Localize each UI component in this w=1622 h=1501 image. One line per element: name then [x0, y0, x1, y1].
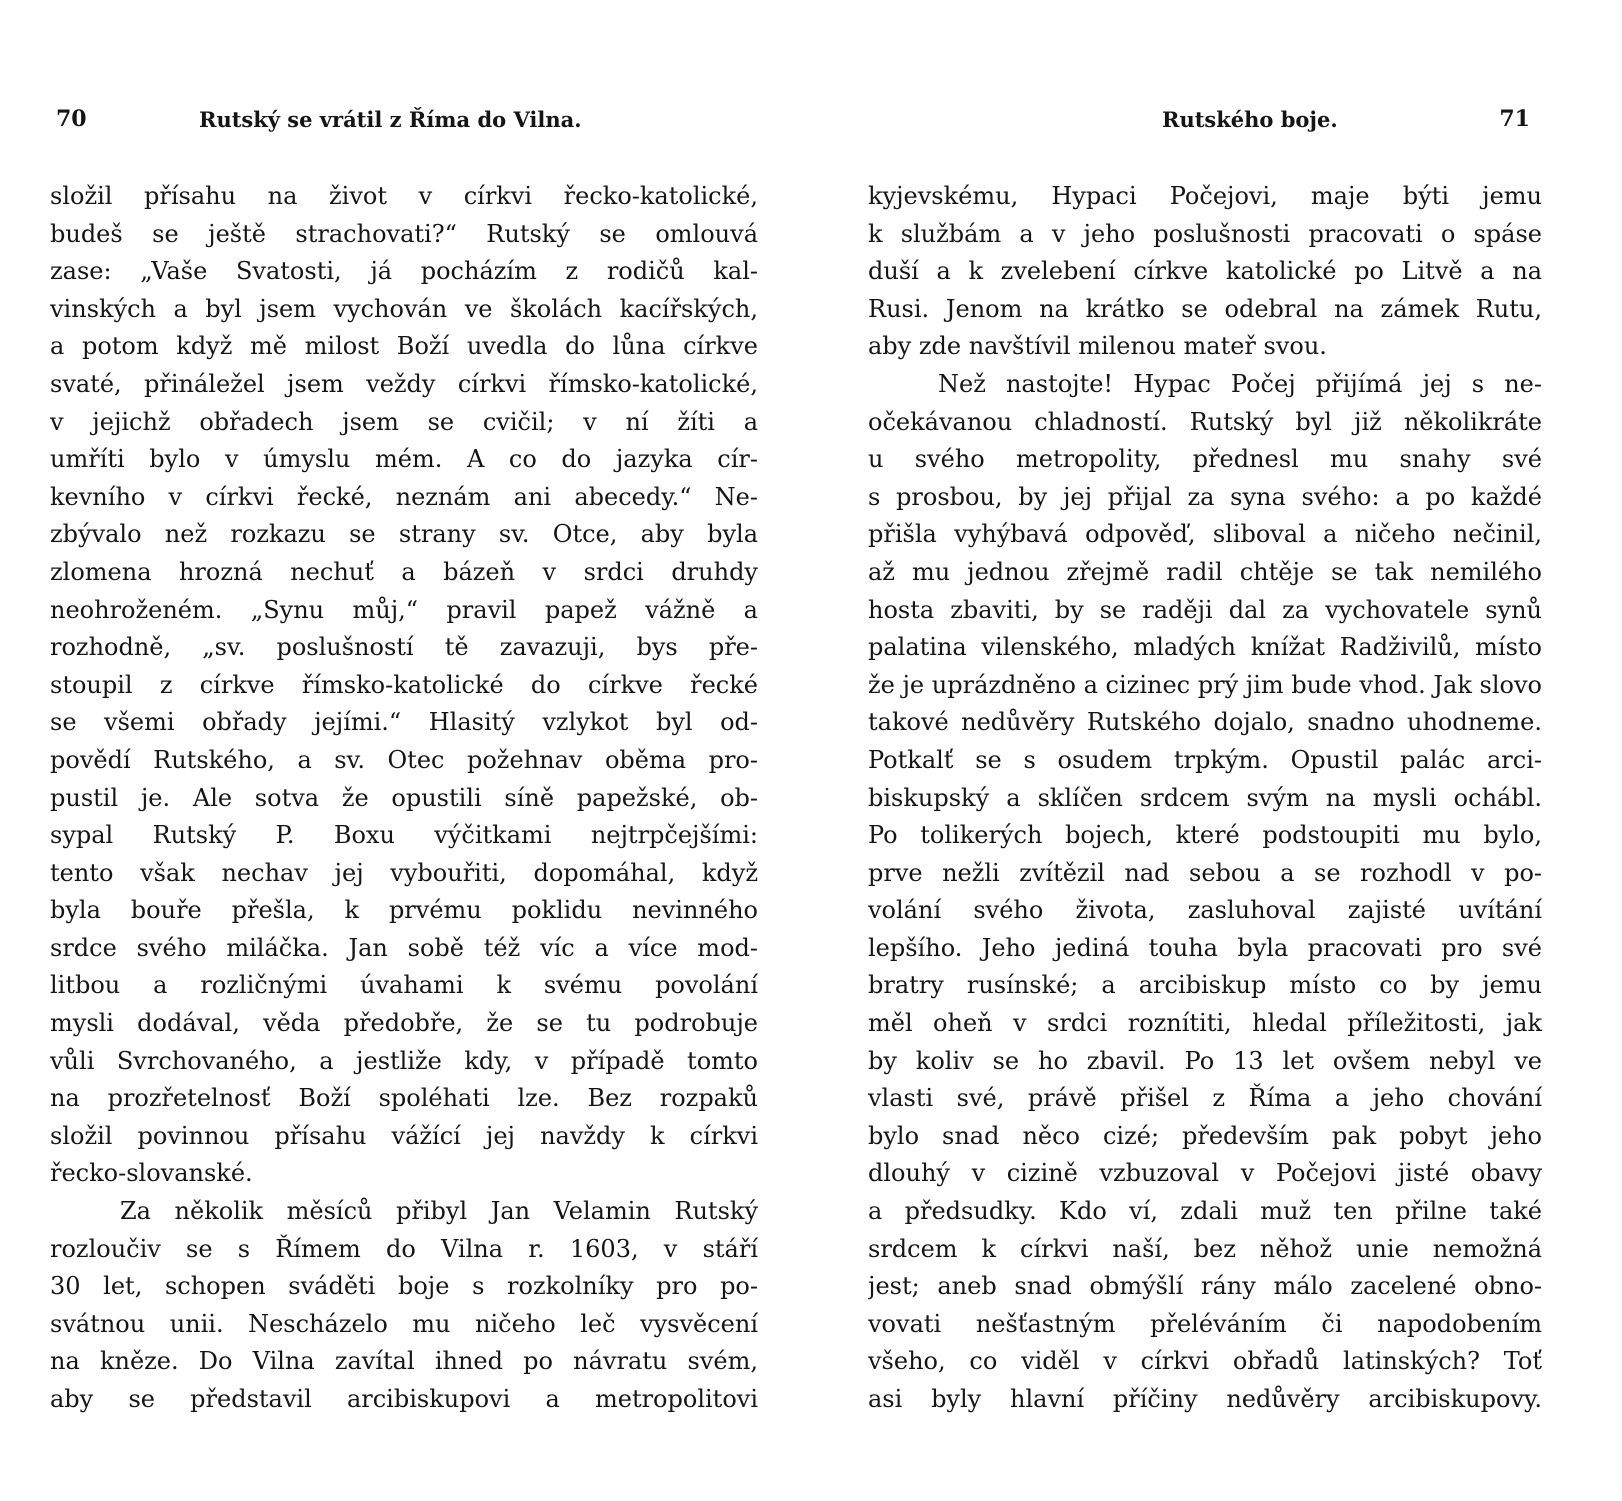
text-line: 30 let, schopen sváděti boje s rozkolníky pro po-: [50, 1272, 758, 1301]
text-line: byla bouře přešla, k prvému poklidu nevinného: [50, 896, 758, 925]
text-line: volání svého života, zasluhoval zajisté uvítání: [868, 896, 1542, 925]
text-line: mysli dodával, věda předobře, že se tu podrobuje: [50, 1009, 758, 1038]
running-head: [868, 106, 1580, 140]
text-line: zase: „Vaše Svatosti, já pocházím z rodičů kal-: [50, 257, 758, 286]
text-line: očekávanou chladností. Rutský byl již několikráte: [868, 407, 1542, 436]
text-line: svátnou unii. Nescházelo mu ničeho leč vysvěcení: [50, 1309, 758, 1338]
text-line: Po tolikerých bojech, které podstoupiti mu bylo,: [868, 821, 1542, 850]
text-line: zlomena hrozná nechuť a bázeň v srdci druhdy: [50, 557, 758, 586]
text-line: složil povinnou přísahu vážící jej navždy k církvi: [50, 1121, 758, 1150]
page-body-text: [868, 178, 1542, 1419]
text-line: rozhodně, „sv. poslušností tě zavazuji, bys pře-: [50, 633, 758, 662]
text-line: bylo snad něco cizé; především pak pobyt jeho: [868, 1121, 1542, 1150]
text-line: by koliv se ho zbavil. Po 13 let ovšem nebyl ve: [868, 1046, 1542, 1075]
text-line: asi byly hlavní příčiny nedůvěry arcibiskupovy.: [868, 1385, 1542, 1413]
running-head: [50, 106, 762, 140]
text-line: biskupský a sklíčen srdcem svým na mysli ochábl.: [868, 783, 1542, 812]
text-line: jest; aneb snad obmýšlí rány málo zacelené obno-: [868, 1272, 1542, 1301]
text-line: svaté, přináležel jsem veždy církvi římsko-katolické,: [50, 369, 758, 398]
text-line: stoupil z církve římsko-katolické do církve řecké: [50, 670, 758, 699]
text-line: takové nedůvěry Rutského dojalo, snadno uhodneme.: [868, 708, 1542, 737]
text-line: řecko-slovanské.: [50, 1159, 253, 1188]
text-line: a potom když mě milost Boží uvedla do lůna církve: [50, 332, 758, 361]
text-line: pustil je. Ale sotva že opustili síně papežské, ob-: [50, 783, 758, 812]
text-line: u svého metropolity, přednesl mu snahy své: [868, 445, 1542, 474]
text-line: sypal Rutský P. Boxu výčitkami nejtrpčejšími:: [50, 821, 758, 850]
text-line: Potkalť se s osudem trpkým. Opustil palác arci-: [868, 745, 1542, 774]
text-line: že je uprázdněno a cizinec prý jim bude vhod. Jak slovo: [868, 670, 1542, 699]
text-line: kyjevskému, Hypaci Počejovi, maje býti jemu: [868, 182, 1542, 210]
text-line: až mu jednou zřejmě radil chtěje se tak nemilého: [868, 557, 1542, 586]
text-line: přišla vyhýbavá odpověď, sliboval a ničeho nečinil,: [868, 520, 1542, 549]
text-line: duší a k zvelebení církve katolické po Litvě a na: [868, 257, 1542, 286]
text-line: všeho, co viděl v církvi obřadů latinských? Toť: [868, 1347, 1542, 1376]
text-line: Než nastojte! Hypac Počej přijímá jej s ne-: [938, 369, 1542, 398]
text-line: v jejichž obřadech jsem se cvičil; v ní žíti a: [50, 407, 758, 436]
text-line: k službám a v jeho poslušnosti pracovati o spáse: [868, 219, 1542, 248]
text-line: prve nežli zvítězil nad sebou a se rozhodl v po-: [868, 858, 1542, 887]
running-head-title: Rutského boje.: [1162, 107, 1338, 132]
text-line: vovati nešťastným přeléváním či napodobením: [868, 1309, 1542, 1338]
text-line: Rusi. Jenom na krátko se odebral na zámek Rutu,: [868, 294, 1542, 323]
text-line: litbou a rozličnými úvahami k svému povolání: [50, 971, 758, 1000]
page-body-text: [50, 178, 758, 1419]
running-head-title: Rutský se vrátil z Říma do Vilna.: [199, 107, 582, 132]
text-line: srdcem k církvi naší, bez něhož unie nemožná: [868, 1234, 1542, 1263]
text-line: měl oheň v srdci roznítiti, hledal příležitosti, jak: [868, 1009, 1542, 1038]
text-line: budeš se ještě strachovati?“ Rutský se omlouvá: [50, 219, 758, 248]
text-line: Za několik měsíců přibyl Jan Velamin Rutský: [120, 1197, 758, 1226]
text-line: a předsudky. Kdo ví, zdali muž ten přilne také: [868, 1197, 1542, 1226]
text-line: dlouhý v cizině vzbuzoval v Počejovi jisté obavy: [868, 1159, 1542, 1188]
text-line: umříti bylo v úmyslu mém. A co do jazyka cír-: [50, 445, 758, 474]
text-line: na prozřetelnosť Boží spoléhati lze. Bez rozpaků: [50, 1084, 758, 1113]
text-line: se všemi obřady jejími.“ Hlasitý vzlykot byl od-: [50, 708, 758, 737]
text-line: aby zde navštívil milenou mateř svou.: [868, 332, 1327, 361]
text-line: kevního v církvi řecké, neznám ani abecedy.“ Ne-: [50, 482, 758, 511]
right-page: [868, 0, 1580, 1501]
text-line: aby se představil arcibiskupovi a metropolitovi: [50, 1385, 758, 1413]
text-line: vůli Svrchovaného, a jestliže kdy, v případě tomto: [50, 1046, 758, 1075]
text-line: rozloučiv se s Římem do Vilna r. 1603, v stáří: [50, 1234, 758, 1263]
text-line: hosta zbaviti, by se raději dal za vychovatele synů: [868, 595, 1542, 624]
text-line: lepšího. Jeho jediná touha byla pracovati pro své: [868, 933, 1542, 962]
text-line: na kněze. Do Vilna zavítal ihned po návratu svém,: [50, 1347, 758, 1376]
text-line: srdce svého miláčka. Jan sobě též víc a více mod-: [50, 933, 758, 962]
text-line: složil přísahu na život v církvi řecko-katolické,: [50, 182, 758, 210]
text-line: vlasti své, právě přišel z Říma a jeho chování: [868, 1084, 1542, 1113]
text-line: s prosbou, by jej přijal za syna svého: a po každé: [868, 482, 1542, 511]
text-line: neohroženém. „Synu můj,“ pravil papež vážně a: [50, 595, 758, 624]
text-line: bratry rusínské; a arcibiskup místo co by jemu: [868, 971, 1542, 1000]
text-line: palatina vilenského, mladých knížat Radživilů, místo: [868, 633, 1542, 662]
text-line: zbývalo než rozkazu se strany sv. Otce, aby byla: [50, 520, 758, 549]
page-number: 70: [56, 106, 87, 132]
page-number: 71: [1499, 106, 1530, 132]
left-page: [50, 0, 762, 1501]
text-line: vinských a byl jsem vychován ve školách kacířských,: [50, 294, 758, 323]
text-line: tento však nechav jej vybouřiti, dopomáhal, když: [50, 858, 758, 887]
text-line: povědí Rutského, a sv. Otec požehnav oběma pro-: [50, 745, 758, 774]
